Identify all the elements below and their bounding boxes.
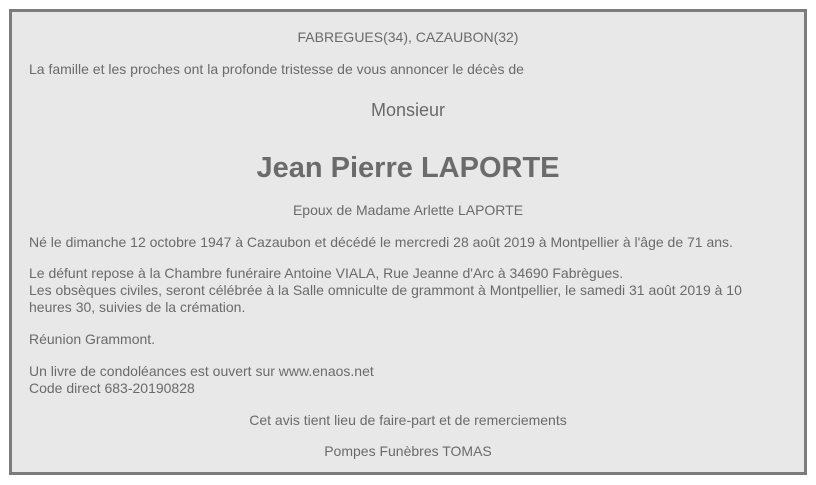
notice-civility: Monsieur	[370, 100, 446, 120]
notice-intro: La famille et les proches ont la profonde tristesse de vous annoncer le décès de	[29, 61, 524, 77]
notice-closing: Cet avis tient lieu de faire-part et de remerciements	[249, 412, 567, 428]
deceased-name: Jean Pierre LAPORTE	[256, 152, 560, 184]
notice-location: FABREGUES(34), CAZAUBON(32)	[297, 29, 519, 45]
notice-funeral-home: Pompes Funèbres TOMAS	[324, 443, 492, 459]
notice-ceremony-line2: heures 30, suivies de la crémation.	[29, 299, 246, 315]
notice-condolences-code: Code direct 683-20190828	[29, 380, 195, 396]
notice-rest-place: Le défunt repose à la Chambre funéraire Antoine VIALA, Rue Jeanne d'Arc à 34690 Fabrègues.	[29, 265, 624, 281]
notice-gathering: Réunion Grammont.	[29, 331, 156, 347]
notice-birth-death: Né le dimanche 12 octobre 1947 à Cazaubon et décédé le mercredi 28 août 2019 à Montpellier à l'âge de 71 ans.	[29, 234, 733, 250]
notice-ceremony-line1: Les obsèques civiles, seront célébrée à la Salle omniculte de grammont à Montpellier, le samedi 31 août 2019 à 10	[29, 282, 742, 298]
obituary-notice	[9, 9, 807, 475]
notice-condolences-line1: Un livre de condoléances est ouvert sur www.enaos.net	[29, 363, 374, 379]
notice-spouse: Epoux de Madame Arlette LAPORTE	[292, 202, 524, 218]
